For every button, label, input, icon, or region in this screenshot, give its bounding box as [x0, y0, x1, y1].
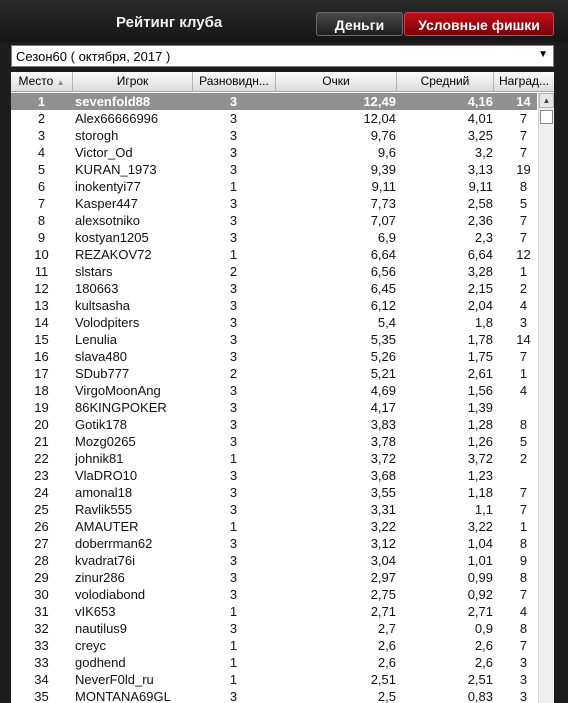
- cell-player: alexsotniko: [75, 213, 141, 228]
- cell-player: Volodpiters: [75, 315, 140, 330]
- cell-place: 15: [34, 332, 49, 347]
- cell-points: 2,6: [377, 655, 396, 670]
- cell-player: AMAUTER: [75, 519, 139, 534]
- cell-points: 9,76: [370, 128, 396, 143]
- table-row[interactable]: [11, 620, 537, 637]
- cell-place: 27: [34, 536, 49, 551]
- cell-points: 9,11: [371, 179, 396, 194]
- column-header-variants[interactable]: Разновидн...: [193, 72, 276, 91]
- table-row[interactable]: [11, 467, 537, 484]
- cell-awards: 5: [519, 196, 528, 211]
- cell-variants: 1: [229, 672, 238, 687]
- table-row[interactable]: [11, 586, 537, 603]
- cell-average: 3,13: [467, 162, 493, 177]
- cell-awards: 7: [519, 128, 528, 143]
- table-row[interactable]: [11, 127, 537, 144]
- table-row[interactable]: [11, 535, 537, 552]
- cell-awards: 14: [516, 332, 531, 347]
- cell-awards: 7: [519, 349, 528, 364]
- cell-variants: 3: [229, 689, 238, 703]
- cell-player: amonal18: [75, 485, 133, 500]
- cell-variants: 3: [229, 536, 238, 551]
- vertical-scrollbar[interactable]: [538, 93, 554, 703]
- cell-awards: 7: [519, 485, 528, 500]
- cell-awards: 2: [519, 281, 528, 296]
- table-row[interactable]: [11, 484, 537, 501]
- cell-points: 5,26: [370, 349, 396, 364]
- table-row[interactable]: [11, 671, 537, 688]
- cell-place: 3: [37, 128, 46, 143]
- cell-awards: 8: [519, 179, 528, 194]
- cell-points: 3,04: [370, 553, 396, 568]
- cell-average: 3,25: [467, 128, 493, 143]
- cell-awards: 1: [519, 519, 528, 534]
- cell-awards: 1: [519, 366, 528, 381]
- cell-points: 6,56: [370, 264, 396, 279]
- cell-variants: 3: [229, 145, 238, 160]
- cell-points: 6,9: [377, 230, 396, 245]
- table-row[interactable]: [11, 654, 537, 671]
- top-bar: [0, 0, 568, 42]
- cell-awards: 4: [519, 298, 528, 313]
- cell-place: 33: [34, 638, 49, 653]
- cell-awards: 4: [519, 383, 528, 398]
- cell-variants: 3: [229, 485, 238, 500]
- cell-place: 5: [37, 162, 46, 177]
- cell-place: 19: [34, 400, 49, 415]
- cell-points: 3,55: [370, 485, 396, 500]
- cell-place: 29: [34, 570, 49, 585]
- column-header-player[interactable]: Игрок: [73, 72, 193, 91]
- cell-average: 0,92: [467, 587, 493, 602]
- cell-average: 1,28: [467, 417, 493, 432]
- cell-awards: 8: [519, 570, 528, 585]
- cell-player: Kasper447: [75, 196, 138, 211]
- cell-average: 1,01: [467, 553, 493, 568]
- cell-variants: 3: [229, 349, 238, 364]
- cell-average: 1,18: [467, 485, 493, 500]
- table-row[interactable]: [11, 178, 537, 195]
- cell-points: 2,7: [377, 621, 396, 636]
- cell-average: 3,28: [467, 264, 493, 279]
- cell-player: Gotik178: [75, 417, 128, 432]
- cell-average: 0,9: [474, 621, 493, 636]
- cell-awards: 3: [519, 315, 528, 330]
- cell-player: zinur286: [75, 570, 125, 585]
- cell-variants: 3: [229, 94, 238, 109]
- cell-player: volodiabond: [75, 587, 146, 602]
- cell-player: 86KINGPOKER: [75, 400, 167, 415]
- cell-points: 3,22: [370, 519, 396, 534]
- cell-variants: 3: [229, 196, 238, 211]
- cell-player: kultsasha: [75, 298, 130, 313]
- cell-awards: 19: [516, 162, 531, 177]
- table-row[interactable]: [11, 280, 537, 297]
- scroll-thumb[interactable]: [540, 110, 553, 124]
- cell-place: 31: [34, 604, 49, 619]
- cell-player: Alex66666996: [75, 111, 159, 126]
- chevron-down-icon[interactable]: ▼: [538, 49, 548, 60]
- table-row[interactable]: [11, 331, 537, 348]
- cell-points: 2,51: [370, 672, 396, 687]
- cell-points: 9,6: [377, 145, 396, 160]
- cell-awards: 7: [519, 145, 528, 160]
- table-row[interactable]: [11, 501, 537, 518]
- cell-variants: 3: [229, 281, 238, 296]
- cell-player: MONTANA69GL: [75, 689, 171, 703]
- cell-average: 2,04: [467, 298, 493, 313]
- table-row[interactable]: [11, 195, 537, 212]
- cell-average: 0,83: [467, 689, 493, 703]
- cell-awards: 7: [519, 587, 528, 602]
- cell-variants: 3: [229, 315, 238, 330]
- cell-points: 2,5: [377, 689, 396, 703]
- cell-place: 22: [34, 451, 49, 466]
- cell-average: 1,26: [467, 434, 493, 449]
- cell-player: godhend: [75, 655, 126, 670]
- cell-player: kostyan1205: [75, 230, 149, 245]
- cell-average: 2,15: [467, 281, 493, 296]
- cell-place: 13: [34, 298, 49, 313]
- cell-player: KURAN_1973: [75, 162, 157, 177]
- cell-average: 2,36: [467, 213, 493, 228]
- cell-average: 1,75: [467, 349, 493, 364]
- table-row[interactable]: [11, 382, 537, 399]
- cell-place: 24: [34, 485, 49, 500]
- cell-average: 1,8: [474, 315, 493, 330]
- table-row[interactable]: [11, 552, 537, 569]
- cell-awards: 14: [516, 94, 531, 109]
- cell-average: 4,01: [467, 111, 493, 126]
- cell-variants: 3: [229, 213, 238, 228]
- cell-place: 25: [34, 502, 49, 517]
- cell-points: 2,71: [370, 604, 396, 619]
- cell-average: 1,23: [467, 468, 493, 483]
- cell-average: 2,51: [467, 672, 493, 687]
- cell-points: 5,21: [370, 366, 396, 381]
- cell-points: 3,31: [370, 502, 396, 517]
- cell-points: 6,45: [370, 281, 396, 296]
- cell-awards: 1: [519, 264, 528, 279]
- cell-points: 3,68: [370, 468, 396, 483]
- cell-place: 28: [34, 553, 49, 568]
- cell-average: 4,16: [467, 94, 493, 109]
- cell-average: 2,6: [474, 655, 493, 670]
- table-row[interactable]: [11, 416, 537, 433]
- table-row[interactable]: [11, 348, 537, 365]
- cell-average: 3,22: [467, 519, 493, 534]
- cell-place: 10: [34, 247, 49, 262]
- cell-variants: 3: [229, 570, 238, 585]
- cell-awards: 7: [519, 230, 528, 245]
- cell-points: 4,69: [370, 383, 396, 398]
- cell-awards: 8: [519, 417, 528, 432]
- cell-player: VlaDRO10: [75, 468, 138, 483]
- cell-place: 18: [34, 383, 49, 398]
- cell-place: 26: [34, 519, 49, 534]
- cell-variants: 3: [229, 383, 238, 398]
- cell-player: vIK653: [75, 604, 116, 619]
- cell-player: REZAKOV72: [75, 247, 152, 262]
- cell-awards: 3: [519, 672, 528, 687]
- scroll-up-arrow-icon[interactable]: ▲: [539, 93, 554, 108]
- cell-player: sevenfold88: [75, 94, 151, 109]
- cell-variants: 3: [229, 502, 238, 517]
- cell-player: Mozg0265: [75, 434, 136, 449]
- cell-variants: 3: [229, 417, 238, 432]
- table-body: [11, 93, 537, 703]
- cell-awards: 5: [519, 434, 528, 449]
- tab-money[interactable]: Деньги: [316, 12, 403, 36]
- table-row[interactable]: [11, 450, 537, 467]
- cell-awards: 7: [519, 638, 528, 653]
- cell-average: 1,1: [474, 502, 493, 517]
- cell-average: 9,11: [468, 179, 493, 194]
- cell-points: 12,49: [363, 94, 396, 109]
- table-row[interactable]: [11, 246, 537, 263]
- cell-player: VirgoMoonAng: [75, 383, 161, 398]
- cell-awards: 3: [519, 689, 528, 703]
- season-select-value: Сезон60 ( октября, 2017 ): [16, 49, 171, 64]
- table-row[interactable]: [11, 637, 537, 654]
- cell-variants: 1: [229, 519, 238, 534]
- table-row[interactable]: [11, 399, 537, 416]
- cell-points: 4,17: [370, 400, 396, 415]
- table-row[interactable]: [11, 518, 537, 535]
- cell-variants: 3: [229, 587, 238, 602]
- cell-variants: 2: [229, 264, 238, 279]
- cell-average: 3,72: [467, 451, 493, 466]
- cell-variants: 1: [229, 247, 238, 262]
- cell-awards: 3: [519, 655, 528, 670]
- cell-points: 7,07: [370, 213, 396, 228]
- cell-variants: 3: [229, 332, 238, 347]
- cell-place: 12: [34, 281, 49, 296]
- rating-table: [11, 72, 554, 703]
- table-row[interactable]: [11, 603, 537, 620]
- cell-place: 34: [34, 672, 49, 687]
- cell-player: Lenulia: [75, 332, 117, 347]
- cell-average: 1,04: [467, 536, 493, 551]
- cell-points: 2,75: [370, 587, 396, 602]
- cell-place: 17: [34, 366, 49, 381]
- cell-place: 9: [37, 230, 46, 245]
- cell-place: 30: [34, 587, 49, 602]
- cell-player: creyc: [75, 638, 107, 653]
- cell-place: 7: [37, 196, 46, 211]
- cell-average: 2,61: [467, 366, 493, 381]
- cell-variants: 3: [229, 298, 238, 313]
- cell-player: 180663: [75, 281, 119, 296]
- cell-place: 23: [34, 468, 49, 483]
- cell-player: storogh: [75, 128, 119, 143]
- table-row[interactable]: [11, 433, 537, 450]
- cell-awards: 12: [516, 247, 531, 262]
- column-header-place[interactable]: Место ▲: [11, 72, 73, 91]
- cell-awards: 7: [519, 213, 528, 228]
- cell-awards: 7: [519, 111, 528, 126]
- cell-points: 5,4: [377, 315, 396, 330]
- column-header-average[interactable]: Средний: [397, 72, 494, 91]
- cell-points: 3,12: [370, 536, 396, 551]
- cell-place: 21: [34, 434, 49, 449]
- cell-variants: 3: [229, 128, 238, 143]
- cell-average: 1,78: [467, 332, 493, 347]
- cell-variants: 3: [229, 162, 238, 177]
- cell-place: 35: [34, 689, 49, 703]
- cell-player: nautilus9: [75, 621, 128, 636]
- table-row[interactable]: [11, 229, 537, 246]
- table-row[interactable]: [11, 93, 537, 110]
- cell-points: 2,6: [377, 638, 396, 653]
- cell-points: 9,39: [370, 162, 396, 177]
- cell-player: doberrman62: [75, 536, 153, 551]
- sort-ascending-icon: ▲: [56, 78, 65, 87]
- page-title: Рейтинг клуба: [116, 14, 223, 31]
- cell-variants: 3: [229, 230, 238, 245]
- cell-player: johnik81: [75, 451, 124, 466]
- cell-points: 6,64: [370, 247, 396, 262]
- cell-average: 6,64: [467, 247, 493, 262]
- cell-place: 14: [34, 315, 49, 330]
- cell-points: 3,83: [370, 417, 396, 432]
- table-row[interactable]: [11, 110, 537, 127]
- cell-player: Ravlik555: [75, 502, 133, 517]
- cell-player: Victor_Od: [75, 145, 133, 160]
- cell-variants: 3: [229, 621, 238, 636]
- cell-place: 32: [34, 621, 49, 636]
- cell-average: 0,99: [467, 570, 493, 585]
- table-row[interactable]: [11, 263, 537, 280]
- cell-points: 3,78: [370, 434, 396, 449]
- cell-awards: 8: [519, 536, 528, 551]
- cell-average: 2,6: [474, 638, 493, 653]
- cell-variants: 3: [229, 468, 238, 483]
- cell-place: 16: [34, 349, 49, 364]
- cell-variants: 1: [229, 604, 238, 619]
- table-header: [11, 72, 554, 92]
- cell-player: slava480: [75, 349, 128, 364]
- cell-average: 3,2: [474, 145, 493, 160]
- cell-variants: 2: [229, 366, 238, 381]
- cell-player: SDub777: [75, 366, 130, 381]
- cell-variants: 1: [229, 655, 238, 670]
- cell-points: 5,35: [370, 332, 396, 347]
- tab-conditional-chips[interactable]: Условные фишки: [404, 12, 554, 36]
- cell-awards: 8: [519, 621, 528, 636]
- cell-average: 1,39: [467, 400, 493, 415]
- cell-points: 12,04: [363, 111, 396, 126]
- cell-place: 20: [34, 417, 49, 432]
- cell-average: 2,71: [467, 604, 493, 619]
- cell-variants: 3: [229, 111, 238, 126]
- cell-awards: 7: [519, 502, 528, 517]
- cell-average: 2,58: [467, 196, 493, 211]
- cell-variants: 1: [229, 451, 238, 466]
- cell-place: 33: [34, 655, 49, 670]
- table-row[interactable]: [11, 314, 537, 331]
- cell-variants: 1: [229, 179, 238, 194]
- cell-variants: 3: [229, 434, 238, 449]
- cell-awards: 4: [519, 604, 528, 619]
- season-select[interactable]: [11, 45, 554, 67]
- cell-points: 3,72: [370, 451, 396, 466]
- cell-place: 6: [37, 179, 46, 194]
- cell-points: 7,73: [370, 196, 396, 211]
- cell-average: 2,3: [474, 230, 493, 245]
- table-row[interactable]: [11, 144, 537, 161]
- cell-variants: 1: [229, 638, 238, 653]
- cell-place: 4: [37, 145, 46, 160]
- cell-place: 11: [34, 264, 49, 279]
- cell-average: 1,56: [467, 383, 493, 398]
- column-header-awards[interactable]: Наград...: [498, 74, 550, 88]
- cell-awards: 9: [519, 553, 528, 568]
- table-row[interactable]: [11, 212, 537, 229]
- column-header-points[interactable]: Очки: [276, 72, 397, 91]
- cell-place: 1: [37, 94, 46, 109]
- cell-points: 2,97: [370, 570, 396, 585]
- cell-points: 6,12: [370, 298, 396, 313]
- cell-place: 8: [37, 213, 46, 228]
- table-row[interactable]: [11, 161, 537, 178]
- cell-awards: 2: [519, 451, 528, 466]
- cell-variants: 3: [229, 553, 238, 568]
- table-row[interactable]: [11, 569, 537, 586]
- table-row[interactable]: [11, 688, 537, 703]
- cell-player: kvadrat76i: [75, 553, 135, 568]
- table-row[interactable]: [11, 365, 537, 382]
- table-row[interactable]: [11, 297, 537, 314]
- cell-player: inokentyi77: [75, 179, 141, 194]
- cell-variants: 3: [229, 400, 238, 415]
- cell-place: 2: [37, 111, 46, 126]
- cell-player: slstars: [75, 264, 113, 279]
- cell-player: NeverF0ld_ru: [75, 672, 154, 687]
